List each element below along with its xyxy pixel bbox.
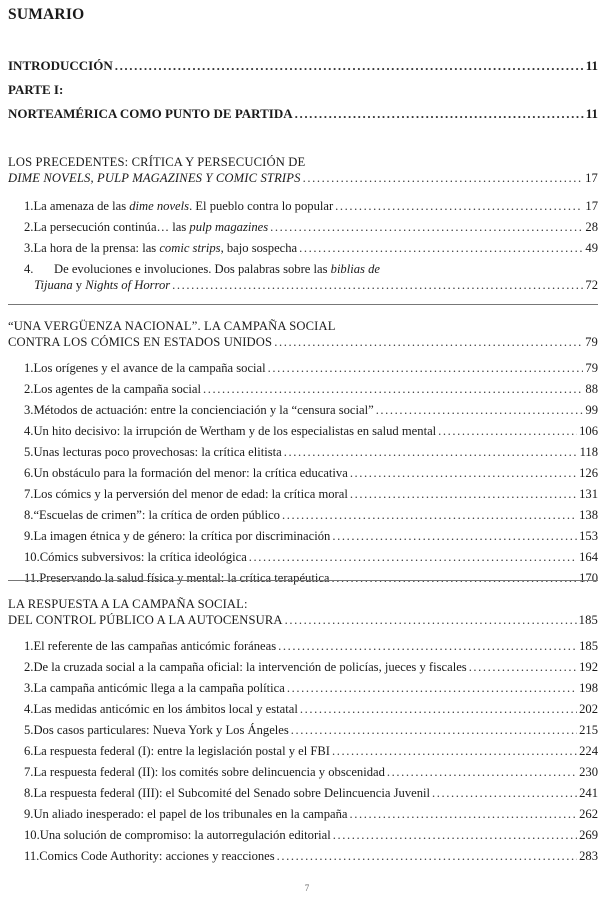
- item-number: 5.: [24, 445, 34, 459]
- item-number: 7.: [24, 765, 34, 779]
- section-3-items: [8, 638, 598, 869]
- leader-dots: [203, 381, 583, 397]
- section-page: 79: [585, 335, 598, 349]
- leader-dots: [350, 465, 577, 481]
- toc-item[interactable]: [8, 240, 598, 256]
- leader-dots: [282, 507, 577, 523]
- item-text-italic: Nights of Horror: [85, 278, 171, 292]
- item-number: 4.: [24, 702, 34, 716]
- toc-item[interactable]: [8, 528, 598, 544]
- section-divider: [8, 580, 598, 581]
- toc-item[interactable]: [8, 261, 598, 277]
- item-number: 11.: [24, 571, 40, 585]
- section-divider: [8, 304, 598, 305]
- item-page: 99: [585, 403, 598, 417]
- item-page: 118: [579, 445, 598, 459]
- item-text: Las medidas anticómic en los ámbitos local y estatal: [33, 702, 298, 716]
- item-page: 88: [585, 382, 598, 396]
- item-number: 8.: [24, 508, 34, 522]
- item-page: 262: [579, 807, 598, 821]
- leader-dots: [287, 680, 577, 696]
- item-text-italic: pulp magazines: [189, 220, 269, 234]
- item-text: El referente de las campañas anticómic foráneas: [33, 639, 277, 653]
- item-text-italic: comic strips: [159, 241, 221, 255]
- leader-dots: [350, 486, 577, 502]
- leader-dots: [285, 612, 577, 628]
- section-title-line1: “UNA VERGÜENZA NACIONAL”. LA CAMPAÑA SOCIAL: [8, 319, 336, 333]
- toc-item[interactable]: [8, 507, 598, 523]
- item-page: 230: [579, 765, 598, 779]
- toc-item[interactable]: [8, 219, 598, 235]
- item-text: “Escuelas de crimen”: la crítica de orden público: [33, 508, 280, 522]
- item-number: 3.: [24, 681, 34, 695]
- item-number: 1.: [24, 361, 34, 375]
- item-page: 202: [579, 702, 598, 716]
- item-number: 11.: [24, 849, 40, 863]
- item-text: [33, 240, 297, 256]
- toc-item[interactable]: [8, 549, 598, 565]
- item-number: 3.: [24, 241, 34, 255]
- entry-page: 11: [585, 106, 598, 121]
- section-title-line1: LOS PRECEDENTES: CRÍTICA Y PERSECUCIÓN DE: [8, 155, 306, 169]
- leader-dots: [268, 360, 584, 376]
- leader-dots: [432, 785, 577, 801]
- item-number: 1.: [24, 639, 34, 653]
- toc-entry-intro[interactable]: [8, 58, 598, 74]
- item-text: Un aliado inesperado: el papel de los tribunales en la campaña: [33, 807, 348, 821]
- item-page: 224: [579, 744, 598, 758]
- toc-item[interactable]: [8, 722, 598, 738]
- item-text: La respuesta federal (II): los comités sobre delincuencia y obscenidad: [33, 765, 385, 779]
- item-text: Cómics subversivos: la crítica ideológica: [39, 550, 247, 564]
- item-text-italic: Tijuana: [34, 278, 73, 292]
- entry-label: INTRODUCCIÓN: [8, 58, 113, 73]
- item-number: 6.: [24, 466, 34, 480]
- item-text-post: , bajo sospecha: [220, 241, 298, 255]
- item-text: [33, 219, 268, 235]
- toc-item[interactable]: [8, 465, 598, 481]
- item-text: Comics Code Authority: acciones y reacciones: [39, 849, 275, 863]
- item-text: De la cruzada social a la campaña oficial: la intervención de policías, jueces y fiscales: [33, 660, 467, 674]
- leader-dots: [349, 806, 577, 822]
- item-text: Los agentes de la campaña social: [33, 382, 201, 396]
- item-number: 1.: [24, 199, 34, 213]
- section-title-line2: DEL CONTROL PÚBLICO A LA AUTOCENSURA: [8, 613, 283, 627]
- leader-dots: [277, 848, 577, 864]
- item-number: 4.: [24, 262, 34, 276]
- leader-dots: [376, 402, 584, 418]
- toc-item[interactable]: [8, 827, 598, 843]
- leader-dots: [299, 240, 583, 256]
- section-1-heading[interactable]: [8, 154, 598, 186]
- item-number: 9.: [24, 807, 34, 821]
- item-text-italic: biblias de: [330, 262, 380, 276]
- item-number: 2.: [24, 220, 34, 234]
- toc-item[interactable]: [8, 680, 598, 696]
- item-number: 10.: [24, 550, 40, 564]
- toc-item[interactable]: [8, 444, 598, 460]
- toc-title: SUMARIO: [8, 6, 85, 23]
- item-number: 3.: [24, 403, 34, 417]
- item-text-mid: y: [72, 278, 86, 292]
- item-text: La campaña anticómic llega a la campaña política: [33, 681, 285, 695]
- toc-item[interactable]: [8, 198, 598, 214]
- leader-dots: [332, 570, 578, 586]
- item-number: 2.: [24, 382, 34, 396]
- item-text-pre: La amenaza de las: [33, 199, 130, 213]
- item-page: 283: [579, 849, 598, 863]
- item-page: 131: [579, 487, 598, 501]
- item-number: 4.: [24, 424, 34, 438]
- toc-item[interactable]: [8, 743, 598, 759]
- item-page: 164: [579, 550, 598, 564]
- item-page: 215: [579, 723, 598, 737]
- item-page: 17: [585, 199, 598, 213]
- item-text: La imagen étnica y de género: la crítica por discriminación: [33, 529, 331, 543]
- item-text: Dos casos particulares: Nueva York y Los Ángeles: [33, 723, 289, 737]
- toc-item-continuation[interactable]: [8, 277, 598, 293]
- item-text-pre: De evoluciones e involuciones. Dos palabras sobre las: [54, 262, 331, 276]
- item-text: Un obstáculo para la formación del menor: la crítica educativa: [33, 466, 348, 480]
- item-text: [54, 261, 380, 277]
- toc-item[interactable]: [8, 701, 598, 717]
- entry-label: NORTEAMÉRICA COMO PUNTO DE PARTIDA: [8, 106, 293, 121]
- item-number: 2.: [24, 660, 34, 674]
- item-text-pre: La persecución continúa… las: [33, 220, 190, 234]
- toc-part-heading: [8, 82, 598, 98]
- item-text: Los cómics y la perversión del menor de edad: la crítica moral: [33, 487, 348, 501]
- item-page: 126: [579, 466, 598, 480]
- leader-dots: [335, 198, 583, 214]
- toc-item[interactable]: [8, 848, 598, 864]
- item-page: 49: [585, 241, 598, 255]
- leader-dots: [333, 827, 577, 843]
- item-text: Métodos de actuación: entre la concienciación y la “censura social”: [33, 403, 374, 417]
- toc-item[interactable]: [8, 785, 598, 801]
- item-page: 185: [579, 639, 598, 653]
- section-page: 17: [585, 171, 598, 185]
- leader-dots: [172, 277, 583, 293]
- toc-item[interactable]: [8, 638, 598, 654]
- leader-dots: [295, 106, 584, 122]
- page-number: 7: [304, 883, 310, 893]
- item-text-italic: dime novels: [129, 199, 190, 213]
- item-text: Los orígenes y el avance de la campaña social: [33, 361, 266, 375]
- item-text: [33, 198, 333, 214]
- toc-item[interactable]: [8, 806, 598, 822]
- item-page: 138: [579, 508, 598, 522]
- section-2-heading[interactable]: [8, 318, 598, 350]
- item-text: Preservando la salud física y mental: la crítica terapéutica: [39, 571, 330, 585]
- item-page: 106: [579, 424, 598, 438]
- leader-dots: [387, 764, 577, 780]
- item-page: 241: [579, 786, 598, 800]
- toc-item[interactable]: [8, 381, 598, 397]
- item-page: 170: [579, 571, 598, 585]
- item-page: 192: [579, 660, 598, 674]
- item-page: 153: [579, 529, 598, 543]
- item-page: 198: [579, 681, 598, 695]
- section-title-line1: LA RESPUESTA A LA CAMPAÑA SOCIAL:: [8, 597, 248, 611]
- leader-dots: [303, 170, 584, 186]
- leader-dots: [332, 528, 577, 544]
- part-label: PARTE I:: [8, 82, 64, 97]
- item-number: 9.: [24, 529, 34, 543]
- item-text: Un hito decisivo: la irrupción de Wertham y de los especialistas en salud mental: [33, 424, 437, 438]
- leader-dots: [274, 334, 583, 350]
- section-title-line2: CONTRA LOS CÓMICS EN ESTADOS UNIDOS: [8, 335, 273, 349]
- item-number: 7.: [24, 487, 34, 501]
- section-3-heading[interactable]: [8, 596, 598, 628]
- item-text: La respuesta federal (III): el Subcomité del Senado sobre Delincuencia Juvenil: [33, 786, 431, 800]
- section-2-items: [8, 360, 598, 591]
- entry-page: 11: [585, 58, 598, 73]
- item-number: 5.: [24, 723, 34, 737]
- section-page: 185: [578, 613, 598, 627]
- leader-dots: [278, 638, 577, 654]
- leader-dots: [249, 549, 577, 565]
- item-text: [34, 277, 170, 293]
- toc-item[interactable]: [8, 764, 598, 780]
- leader-dots: [270, 219, 583, 235]
- item-page: 28: [585, 220, 598, 234]
- item-number: 8.: [24, 786, 34, 800]
- leader-dots: [291, 722, 577, 738]
- section-1-items: [8, 198, 598, 293]
- toc-item[interactable]: [8, 423, 598, 439]
- section-title-line2: DIME NOVELS, PULP MAGAZINES Y COMIC STRIPS: [8, 171, 301, 185]
- item-text: Unas lecturas poco provechosas: la crítica elitista: [33, 445, 282, 459]
- item-page: 72: [585, 278, 598, 292]
- item-page: 269: [579, 828, 598, 842]
- item-text: Una solución de compromiso: la autorregulación editorial: [39, 828, 331, 842]
- leader-dots: [332, 743, 577, 759]
- toc-item[interactable]: [8, 659, 598, 675]
- leader-dots: [469, 659, 577, 675]
- item-page: 79: [585, 361, 598, 375]
- leader-dots: [284, 444, 578, 460]
- toc-entry-norteamerica[interactable]: [8, 106, 598, 122]
- leader-dots: [115, 58, 584, 74]
- leader-dots: [438, 423, 577, 439]
- toc-item[interactable]: [8, 486, 598, 502]
- item-text-post: . El pueblo contra lo popular: [189, 199, 334, 213]
- item-text-pre: La hora de la prensa: las: [33, 241, 160, 255]
- toc-item[interactable]: [8, 402, 598, 418]
- item-number: 6.: [24, 744, 34, 758]
- leader-dots: [300, 701, 577, 717]
- item-number: 10.: [24, 828, 40, 842]
- item-text: La respuesta federal (I): entre la legislación postal y el FBI: [33, 744, 330, 758]
- toc-item[interactable]: [8, 360, 598, 376]
- toc-item[interactable]: [8, 570, 598, 586]
